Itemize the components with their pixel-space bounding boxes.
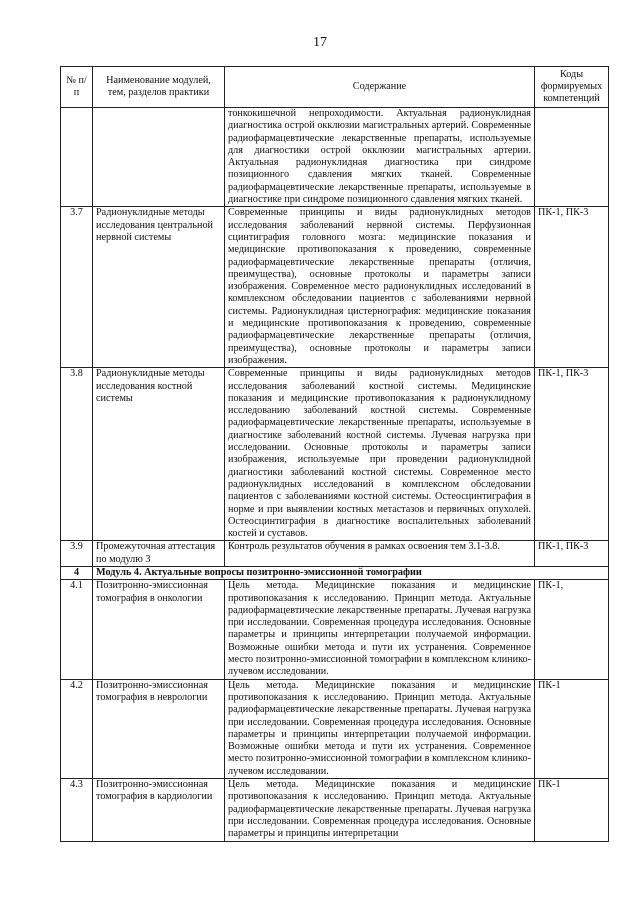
page-number: 17 — [313, 35, 327, 50]
row-name: Позитронно-эмиссионная томография в неврологии — [93, 679, 225, 778]
row-num: 3.8 — [61, 368, 93, 541]
table-row — [61, 207, 609, 368]
row-content: Цель метода. Медицинские показания и медицинские противопоказания к исследованию. Принцип метода. Актуальные радиофармацевтические лекарственные препараты. Лучевая нагрузка при исследовании. Современная процедура исследования. Основные параметры и принципы интерпретации — [225, 779, 535, 841]
row-content: тонкокишечной непроходимости. Актуальная радионуклидная диагностика острой окклюзии магистральных артерий. Современные радиофармацевтические лекарственные препараты, используемые для диагностики острой окклюзии магистральных артерии. Актуальная радионуклидная диагностика при синдроме позиционного сдавления мягких тканей. Современные радиофармацевтические лекарственные препараты, используемые в диагностике при синдроме позиционного сдавления мягких тканей. — [225, 108, 535, 207]
row-content: Современные принципы и виды радионуклидных методов исследования заболеваний нервной системы. Перфузионная сцинтиграфия головного мозга: медицинские показания и медицинские противопоказания к проведению, современные радиофармацевтические лекарственные препараты (отличия, преимущества), основные протоколы и параметры записи изображения. Современное место радионуклидных исследований в комплексном обследовании пациентов с заболеваниями нервной системы. Радионуклидная цистернография: медицинские показания и медицинские противопоказания к проведению, современные радиофармацевтические лекарственные препараты (отличия, преимущества), основные протоколы и параметры записи изображения. — [225, 207, 535, 368]
row-num: 4.3 — [61, 779, 93, 841]
row-num: 3.7 — [61, 207, 93, 368]
row-num: 4.2 — [61, 679, 93, 778]
row-content: Контроль результатов обучения в рамках освоения тем 3.1-3.8. — [225, 541, 535, 567]
row-name: Радионуклидные методы исследования костной системы — [93, 368, 225, 541]
row-content: Цель метода. Медицинские показания и медицинские противопоказания к исследованию. Принцип метода. Актуальные радиофармацевтические лекарственные препараты. Лучевая нагрузка при исследовании. Современная процедура исследования. Основные параметры и принципы интерпретации получаемой информации. Возможные ошибки метода и пути их устранения. Современное место позитронно-эмиссионной томографии в комплексном клинико-лучевом исследовании. — [225, 679, 535, 778]
row-codes: ПК-1, ПК-3 — [535, 368, 609, 541]
table-row — [61, 108, 609, 207]
header-name: Наименование модулей, тем, разделов практики — [93, 67, 225, 108]
row-codes: ПК-1, ПК-3 — [535, 541, 609, 567]
row-name — [93, 108, 225, 207]
row-codes: ПК-1, ПК-3 — [535, 207, 609, 368]
table-row — [61, 368, 609, 541]
row-num: 3.9 — [61, 541, 93, 567]
header-content: Содержание — [225, 67, 535, 108]
row-codes: ПК-1 — [535, 679, 609, 778]
row-num: 4.1 — [61, 580, 93, 679]
row-codes — [535, 108, 609, 207]
header-num: № п/п — [61, 67, 93, 108]
table-row — [61, 541, 609, 567]
curriculum-table — [60, 66, 609, 842]
page-bottom-edge — [0, 900, 640, 905]
module-header-row — [61, 566, 609, 579]
row-name: Радионуклидные методы исследования центральной нервной системы — [93, 207, 225, 368]
table-header-row — [61, 67, 609, 108]
table-row — [61, 779, 609, 841]
header-codes: Коды формируемых компетенций — [535, 67, 609, 108]
module-num: 4 — [61, 566, 93, 579]
row-num — [61, 108, 93, 207]
row-name: Позитронно-эмиссионная томография в кардиологии — [93, 779, 225, 841]
row-name: Промежуточная аттестация по модулю 3 — [93, 541, 225, 567]
row-content: Современные принципы и виды радионуклидных методов исследования заболеваний костной системы. Медицинские показания и медицинские противопоказания к радионуклидному исследованию заболеваний костной системы. Современные радиофармацевтические лекарственные препараты, используемые в диагностике заболеваний костной системы. Лучевая нагрузка при исследовании. Основные протоколы и параметры записи изображения, используемые при проведении радионуклидной диагностики заболеваний костной системы. Современное место радионуклидных исследований в комплексном обследовании пациентов с заболеваниями костной системы. Остеосцинтиграфия в норме и при выявлении костных метастазов и первичных опухолей. Остеосцинтиграфия в диагностике воспалительных заболеваний костей и суставов. — [225, 368, 535, 541]
row-name: Позитронно-эмиссионная томография в онкологии — [93, 580, 225, 679]
table-row — [61, 580, 609, 679]
row-content: Цель метода. Медицинские показания и медицинские противопоказания к исследованию. Принцип метода. Актуальные радиофармацевтические лекарственные препараты. Лучевая нагрузка при исследовании. Современная процедура исследования. Основные параметры и принципы интерпретации получаемой информации. Возможные ошибки метода и пути их устранения. Современное место позитронно-эмиссионной томографии в комплексном клинико-лучевом исследовании. — [225, 580, 535, 679]
table-row — [61, 679, 609, 778]
row-codes: ПК-1 — [535, 779, 609, 841]
row-codes: ПК-1, — [535, 580, 609, 679]
module-title: Модуль 4. Актуальные вопросы позитронно-эмиссионной томографии — [93, 566, 609, 579]
